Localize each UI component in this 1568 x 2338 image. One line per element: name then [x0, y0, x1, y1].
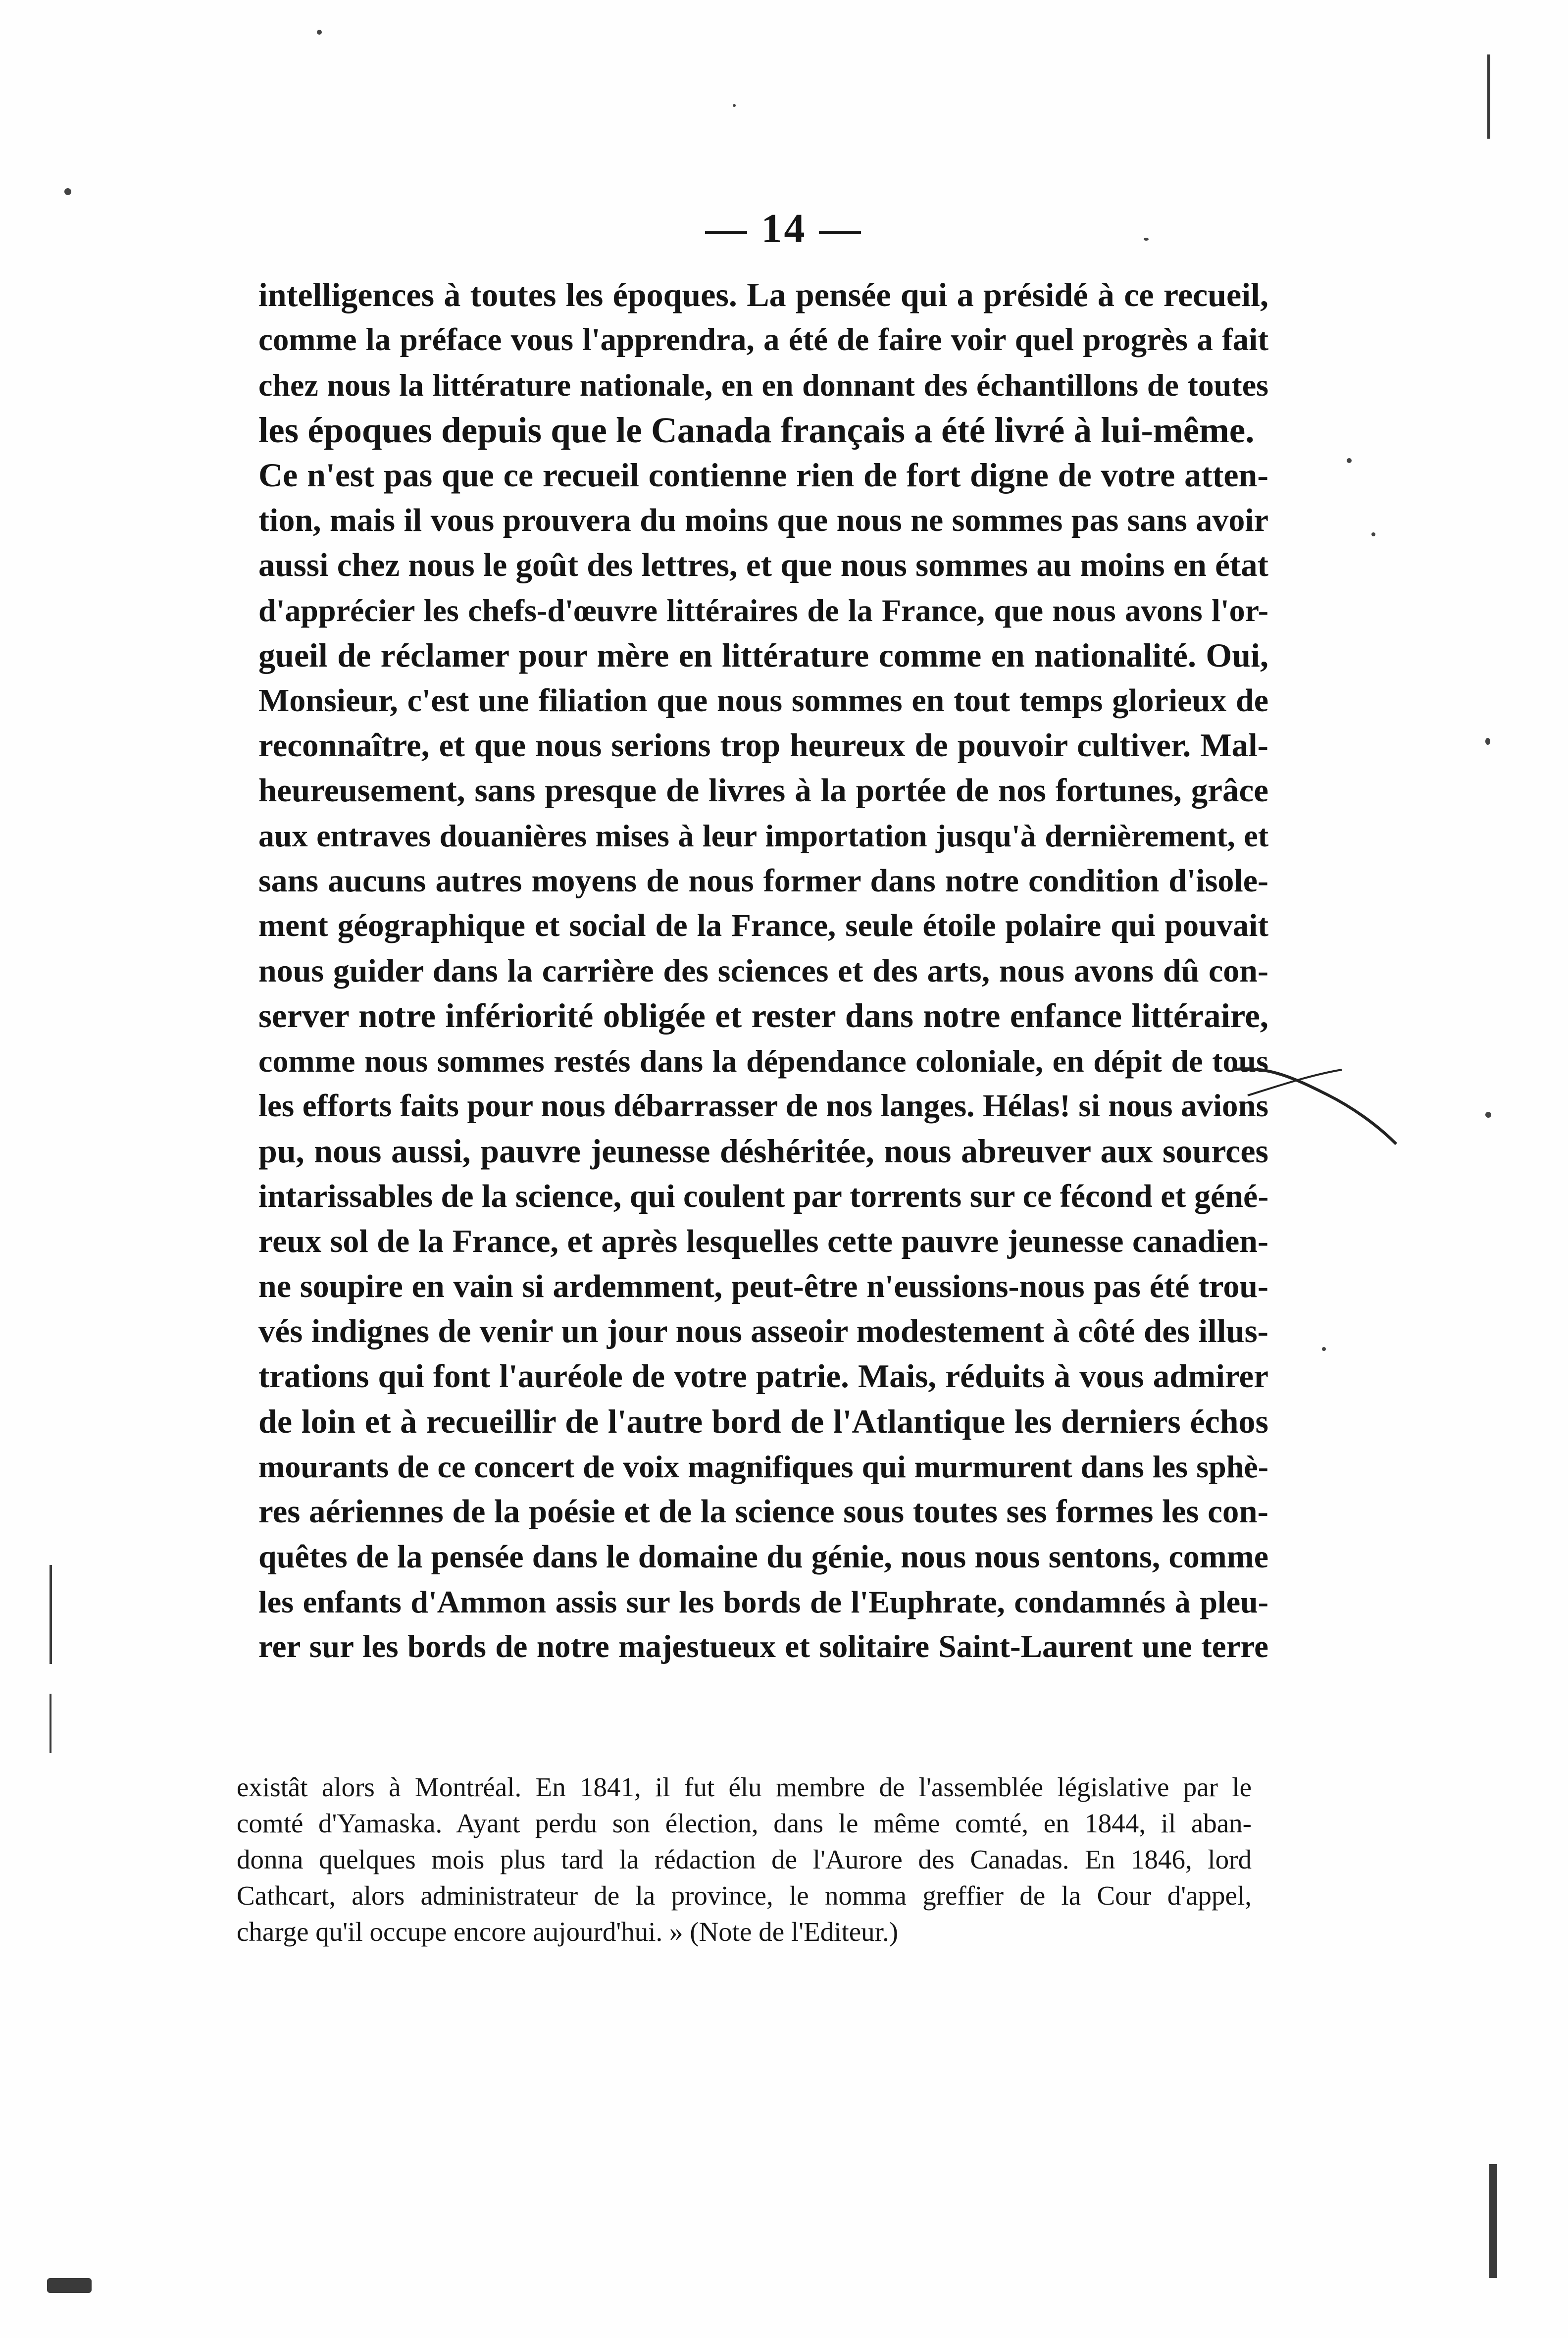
footnote-line: donna quelques mois plus tard la rédaction de l'Aurore des Canadas. En 1846, lord — [237, 1844, 1252, 1874]
body-line: mourants de ce concert de voix magnifiques qui murmurent dans les sphè- — [258, 1449, 1268, 1484]
body-line: pu, nous aussi, pauvre jeunesse déshéritée, nous abreuver aux sources — [258, 1132, 1268, 1170]
body-line: intelligences à toutes les époques. La pensée qui a présidé à ce recueil, — [258, 276, 1268, 313]
body-line: d'apprécier les chefs-d'œuvre littéraires de la France, que nous avons l'or- — [258, 593, 1268, 628]
body-line: intarissables de la science, qui coulent par torrents sur ce fécond et géné- — [258, 1178, 1269, 1214]
body-line: Monsieur, c'est une filiation que nous sommes en tout temps glorieux de — [258, 682, 1268, 719]
body-line: les époques depuis que le Canada français a été livré à lui-même. — [258, 410, 1255, 450]
body-line: les enfants d'Ammon assis sur les bords de l'Euphrate, condamnés à pleu- — [258, 1584, 1268, 1619]
scan-speck — [1347, 458, 1352, 463]
page-number: — 14 — — [705, 206, 863, 252]
body-line: quêtes de la pensée dans le domaine du génie, nous nous sentons, comme — [258, 1539, 1268, 1575]
body-line: Ce n'est pas que ce recueil contienne rien de fort digne de votre atten- — [258, 456, 1268, 494]
body-line: aussi chez nous le goût des lettres, et que nous sommes au moins en état — [258, 547, 1268, 583]
body-line: nous guider dans la carrière des sciences et des arts, nous avons dû con- — [258, 953, 1268, 989]
footnote-line: comté d'Yamaska. Ayant perdu son élection, dans le même comté, en 1844, il aban- — [237, 1808, 1252, 1838]
body-text — [258, 272, 1268, 1669]
body-line: les efforts faits pour nous débarrasser de nos langes. Hélas! si nous avions — [258, 1088, 1268, 1124]
body-line: ment géographique et social de la France, seule étoile polaire qui pouvait — [258, 908, 1268, 943]
footnote-line: charge qu'il occupe encore aujourd'hui. » (Note de l'Editeur.) — [237, 1917, 899, 1947]
scan-speck — [1485, 738, 1490, 745]
body-line: reconnaître, et que nous serions trop heureux de pouvoir cultiver. Mal- — [258, 727, 1268, 764]
pen-stroke-mark — [1228, 1050, 1406, 1149]
body-line: trations qui font l'auréole de votre patrie. Mais, réduits à vous admirer — [258, 1358, 1268, 1395]
margin-mark — [1487, 54, 1490, 139]
scan-speck — [733, 104, 736, 107]
margin-mark — [50, 1565, 52, 1664]
body-line: gueil de réclamer pour mère en littérature comme en nationalité. Oui, — [258, 636, 1268, 674]
body-line: de loin et à recueillir de l'autre bord de l'Atlantique les derniers échos — [258, 1403, 1268, 1440]
scan-speck — [1485, 1112, 1491, 1118]
scan-speck — [317, 30, 322, 35]
margin-mark — [1489, 2164, 1497, 2278]
body-line: server notre infériorité obligée et rester dans notre enfance littéraire, — [258, 997, 1268, 1035]
body-line: rer sur les bords de notre majestueux et solitaire Saint-Laurent une terre — [258, 1629, 1268, 1664]
scan-speck — [64, 188, 71, 195]
body-line: heureusement, sans presque de livres à la portée de nos fortunes, grâce — [258, 772, 1268, 809]
footnote-line: Cathcart, alors administrateur de la province, le nomma greffier de la Cour d'appel, — [237, 1880, 1252, 1911]
footnote — [237, 1769, 1252, 1950]
scan-speck — [1322, 1347, 1326, 1351]
body-line: tion, mais il vous prouvera du moins que nous ne sommes pas sans avoir — [258, 502, 1268, 538]
body-line: res aériennes de la poésie et de la science sous toutes ses formes les con- — [258, 1493, 1268, 1530]
footnote-line: existât alors à Montréal. En 1841, il fut élu membre de l'assemblée législative par le — [237, 1772, 1252, 1802]
body-line: comme nous sommes restés dans la dépendance coloniale, en dépit de tous — [258, 1043, 1268, 1079]
body-line: aux entraves douanières mises à leur importation jusqu'à dernièrement, et — [258, 818, 1268, 853]
scan-speck — [1144, 238, 1149, 241]
body-line: reux sol de la France, et après lesquelles cette pauvre jeunesse canadien- — [258, 1223, 1268, 1259]
body-line: sans aucuns autres moyens de nous former dans notre condition d'isole- — [258, 863, 1268, 899]
body-line: comme la préface vous l'apprendra, a été de faire voir quel progrès a fait — [258, 322, 1268, 358]
scan-speck — [1371, 532, 1375, 536]
margin-mark — [47, 2278, 92, 2293]
body-line: vés indignes de venir un jour nous asseoir modestement à côté des illus- — [258, 1313, 1268, 1350]
body-line: ne soupire en vain si ardemment, peut-être n'eussions-nous pas été trou- — [258, 1268, 1268, 1304]
margin-mark — [50, 1694, 51, 1753]
body-line: chez nous la littérature nationale, en en donnant des échantillons de toutes — [258, 367, 1268, 403]
